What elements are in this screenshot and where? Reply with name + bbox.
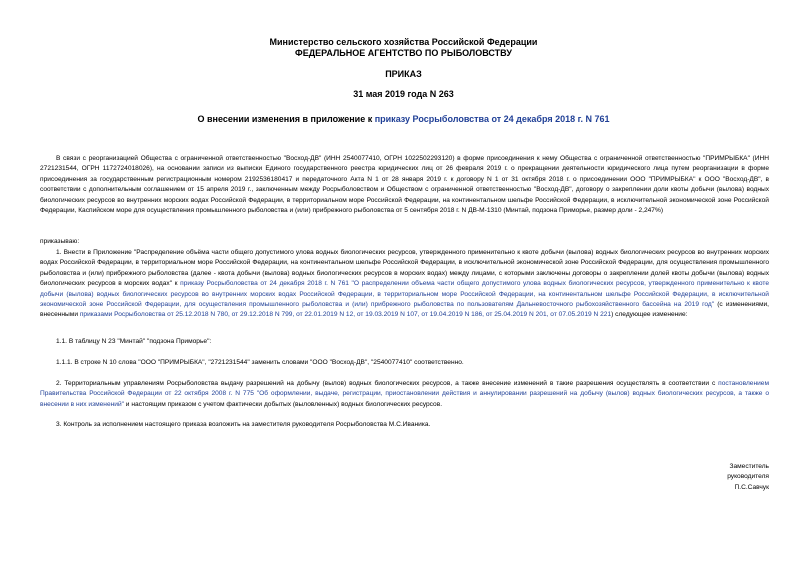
- item-1-text: 1. Внести в Приложение "Распределение объёма части общего допустимого улова водных биологических ресурсов, утвержденного применительно к квоте добычи (вылова) водных биологических ресурсов во внутренних морских водах Российской Федерации, в территориальном море Российской Федерации, на континентальном шельфе Российской Федерации, в исключительной экономической зоне Российской Федерации, для осуществления промышленного рыболовства и (или) прибрежного рыболовства (далее - квота добычи (вылова) водных биологических ресурсов в морских водах) между лицами, с которыми заключены договоры о закреплении долей квоты добычи (вылова) водных биологических ресурсов в морских водах" к: [40, 249, 769, 288]
- title-order-link[interactable]: приказу Росрыболовства от 24 декабря 2018 г. N 761: [374, 114, 610, 124]
- document-body: [40, 154, 769, 216]
- item-1-mid: (с изменениями, внесенными: [40, 301, 769, 319]
- item-3-text: 3. Контроль за исполнением настоящего приказа возложить на заместителя руководителя Росрыболовства М.С.Иваника.: [56, 421, 431, 428]
- item-1-order-link[interactable]: приказу Росрыболовства от 24 декабря 2018 г. N 761 "О распределении объема части общего допустимого улова водных биологических ресурсов, утвержденного применительно к квоте добычи (вылова) водных биологических ресурсов во внутренних морских водах Российской Федерации, в территориальном море Российской Федерации, на континентальном шельфе Российской Федерации, в исключительной экономической зоне Российской Федерации, для осуществления промышленного рыболовства и (или) прибрежного рыболовства по пользователям Дальневосточного рыбохозяйственного бассейна на 2019 год": [40, 280, 769, 309]
- item-1-1: [40, 337, 769, 347]
- item-3: [40, 420, 769, 430]
- signature-block: [727, 462, 769, 493]
- doc-type: ПРИКАЗ: [385, 69, 422, 79]
- item-1-block: [40, 248, 769, 321]
- ministry-name: Министерство сельского хозяйства Российской Федерации: [269, 37, 538, 47]
- item-1-1-1: [40, 358, 769, 368]
- agency-name: ФЕДЕРАЛЬНОЕ АГЕНТСТВО ПО РЫБОЛОВСТВУ: [295, 48, 512, 58]
- item-2-resolution-link[interactable]: постановлением Правительства Российской Федерации от 22 октября 2008 г. N 775 "Об оформлении, выдаче, регистрации, приостановлении действия и аннулировании разрешений на добычу (вылов) водных биологических ресурсов, а также о внесении в них изменений": [40, 380, 769, 408]
- item-2-block: [40, 379, 769, 410]
- signature-name: П.С.Савчук: [734, 483, 769, 491]
- signature-position-1: Заместитель: [729, 463, 769, 470]
- item-2-text: 2. Территориальным управлениям Росрыболовства выдачу разрешений на добычу (вылов) водных биологических ресурсов, а также внесение изменений в такие разрешения осуществлять в соответствии с: [56, 380, 719, 387]
- signature-position-2: руководителя: [727, 473, 769, 481]
- doc-title: [0, 114, 807, 125]
- item-1-tail: ) следующее изменение:: [611, 311, 688, 319]
- item-1-1-1-text: 1.1.1. В строке N 10 слова "ООО "ПРИМРЫБКА", "2721231544" заменить словами "ООО "Восход-ДВ", "2540077410" соответственно.: [56, 359, 464, 366]
- item-1-1-text: 1.1. В таблицу N 23 "Минтай" "подзона Приморье":: [56, 338, 212, 345]
- document-header: [0, 37, 807, 59]
- item-1-paragraph: [40, 248, 769, 321]
- preamble-paragraph: В связи с реорганизацией Общества с ограниченной ответственностью "Восход-ДВ" (ИНН 2540077410, ОГРН 1022502293120) в форме присоединения к нему Общества с ограниченной ответственностью "ПРИМРЫБКА" (ИНН 2721231544, ОГРН 1172724018026), на основании записи из выписки Единого государственного реестра юридических лиц от 26 февраля 2019 г. о прекращении деятельности юридического лица путем реорганизации в форме присоединения за государственным регистрационным номером 2192536180417 и передаточного Акта N 1 от 28 января 2019 г. к договору N 1 от 31 октября 2018 г. о присоединении ООО "ПРИМРЫБКА" к ООО "Восход-ДВ", в соответствии с дополнительным соглашением от 15 апреля 2019 г., заключенным между Росрыболовством и Обществом с ограниченной ответственностью "Восход-ДВ", договору о закреплении доли квоты добычи (вылова) водных биологических ресурсов во внутренних морских водах Российской Федерации, в территориальном море Российской Федерации, на континентальном шельфе Российской Федерации, в исключительной экономической зоне Российской Федерации, Каспийском море для осуществления промышленного рыболовства и (или) прибрежного рыболовства от 5 сентября 2018 г. N ДВ-М-1310 (Минтай, подзона Приморье, размер доли - 2,247%): [40, 155, 769, 215]
- item-2-paragraph: [40, 379, 769, 410]
- doc-date-number: 31 мая 2019 года N 263: [353, 89, 454, 99]
- title-prefix: О внесении изменения в приложение к: [197, 114, 375, 124]
- item-1-amendments-link[interactable]: приказами Росрыболовства от 25.12.2018 N 780, от 29.12.2018 N 799, от 22.01.2019 N 12, от 19.03.2019 N 107, от 19.04.2019 N 186, от 25.04.2019 N 201, от 07.05.2019 N 221: [79, 311, 612, 319]
- order-word: приказываю:: [40, 238, 80, 245]
- item-2-tail: и настоящим приказом с учетом фактически добытых (выловленных) водных биологических ресурсов.: [123, 400, 443, 408]
